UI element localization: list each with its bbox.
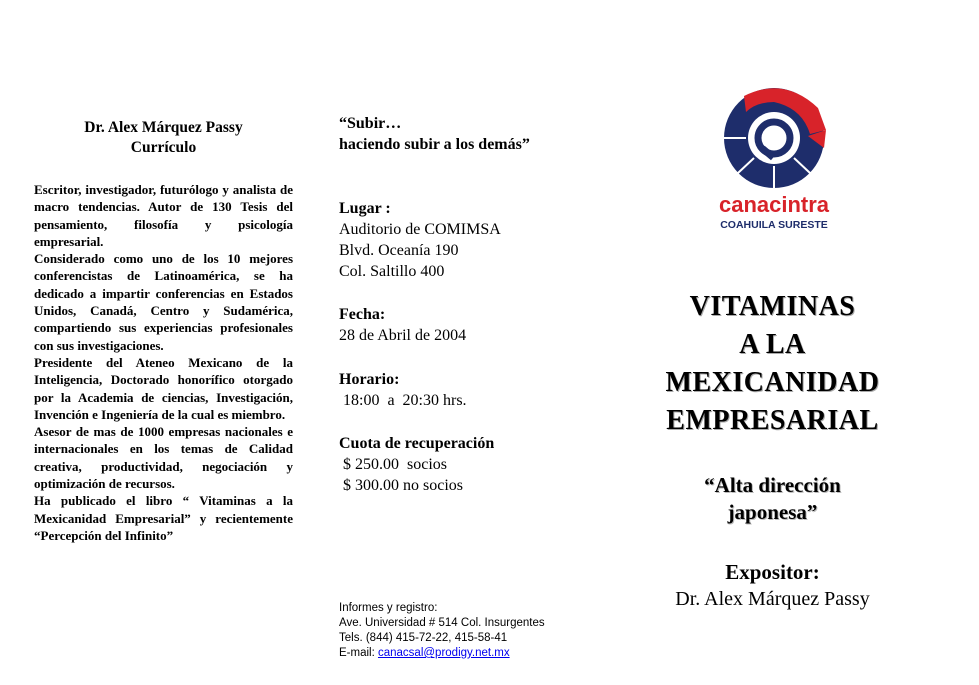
event-subtitle — [640, 472, 905, 526]
subtitle-line: “Alta dirección — [704, 473, 841, 497]
email-label: E-mail: — [339, 647, 378, 659]
fee-block — [339, 433, 494, 496]
curriculum-heading: Currículo — [130, 139, 197, 156]
location-label: Lugar : — [339, 200, 391, 217]
location-line: Col. Saltillo 400 — [339, 263, 445, 280]
schedule-block — [339, 369, 467, 411]
gear-logo-icon — [704, 80, 844, 240]
contact-phones: Tels. (844) 415-72-22, 415-58-41 — [339, 632, 508, 644]
schedule-value: 18:00 a 20:30 hrs. — [339, 392, 467, 409]
date-value: 28 de Abril de 2004 — [339, 327, 467, 344]
fee-label: Cuota de recuperación — [339, 435, 495, 452]
contact-info — [339, 601, 545, 661]
subtitle-line: japonesa” — [727, 500, 818, 524]
curriculum-title — [34, 118, 293, 158]
curriculum-paragraph: Considerado como uno de los 10 mejores conferencistas de Latinoamérica, se ha dedicado a impartir conferencias en Estados Unidos, Canadá, Centro y Sudamérica, compartiendo sus experiencias profesionales con sus investigaciones. — [34, 251, 293, 353]
title-line: EMPRESARIAL — [666, 405, 879, 436]
location-line: Auditorio de COMIMSA — [339, 221, 501, 238]
speaker-name-cover: Dr. Alex Márquez Passy — [675, 588, 870, 610]
motto-quote — [339, 113, 530, 155]
location-line: Blvd. Oceanía 190 — [339, 242, 459, 259]
curriculum-paragraph: Asesor de mas de 1000 empresas nacionales e internacionales en los temas de Calidad creativa, productividad, negociación y optimización de recursos. — [34, 424, 293, 492]
title-line: VITAMINAS — [689, 291, 856, 322]
contact-email-row — [339, 646, 545, 661]
date-block — [339, 304, 466, 346]
title-line: MEXICANIDAD — [665, 367, 880, 398]
curriculum-body — [34, 181, 293, 544]
logo-brand-text: canacintra — [718, 192, 830, 217]
event-title — [640, 288, 905, 440]
contact-heading: Informes y registro: — [339, 602, 438, 614]
location-block — [339, 198, 501, 282]
curriculum-paragraph: Presidente del Ateneo Mexicano de la Inteligencia, Doctorado honorífico otorgado por la Academia de ciencias, Investigación, Invención e Ingeniería de la cual es miembro. — [34, 354, 293, 422]
motto-line: “Subir… — [339, 115, 402, 132]
curriculum-paragraph: Ha publicado el libro “ Vitaminas a la Mexicanidad Empresarial” y recientemente “Percepción del Infinito” — [34, 493, 293, 543]
schedule-label: Horario: — [339, 371, 400, 388]
fee-line: $ 300.00 no socios — [339, 477, 463, 494]
logo-region-text: COAHUILA SURESTE — [720, 219, 828, 231]
canacintra-logo — [704, 80, 844, 240]
speaker-name: Dr. Alex Márquez Passy — [84, 119, 243, 136]
curriculum-paragraph: Escritor, investigador, futurólogo y analista de macro tendencias. Autor de 130 Tesis del pensamiento, filosofía y psicología empresarial. — [34, 182, 293, 249]
title-line: A LA — [739, 329, 806, 360]
fee-line: $ 250.00 socios — [339, 456, 447, 473]
contact-address: Ave. Universidad # 514 Col. Insurgentes — [339, 617, 545, 629]
email-link[interactable]: canacsal@prodigy.net.mx — [377, 647, 510, 659]
speaker-label: Expositor: — [725, 560, 820, 584]
date-label: Fecha: — [339, 306, 386, 323]
motto-line: haciendo subir a los demás” — [339, 136, 530, 153]
